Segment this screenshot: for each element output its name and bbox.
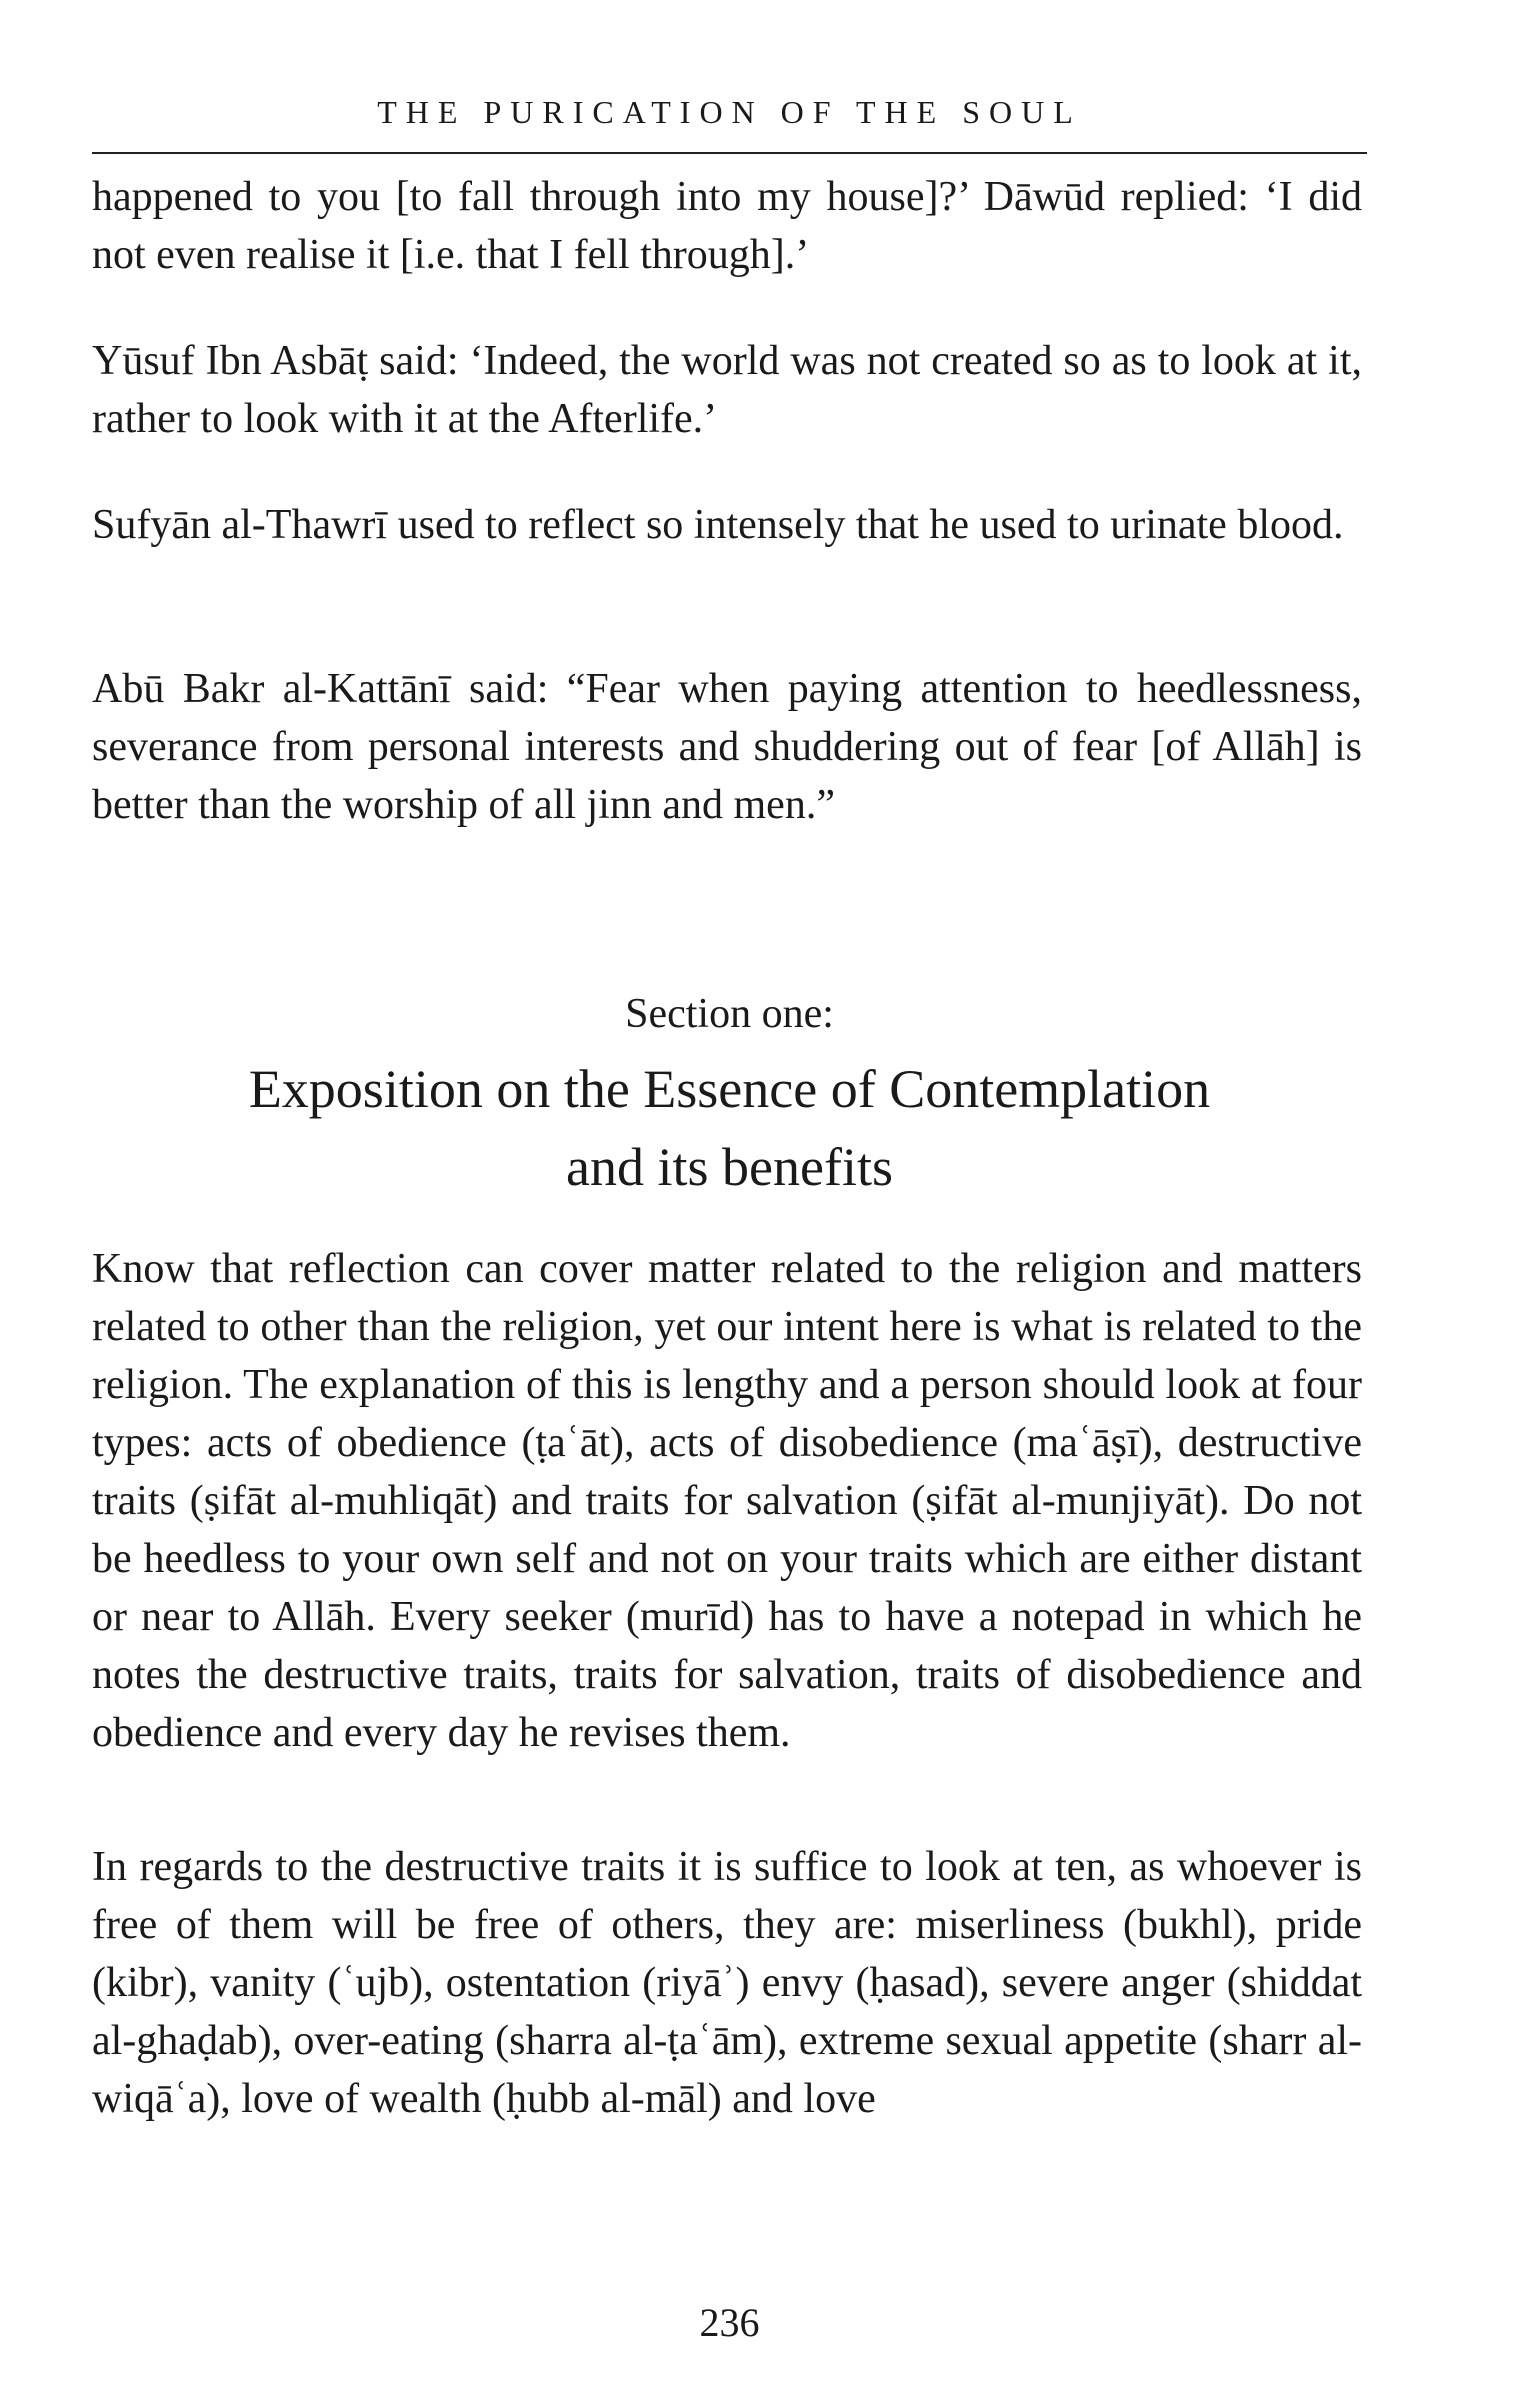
- paragraph-destructive-traits: In regards to the destructive traits it is suffice to look at ten, as whoever is free of them will be free of others, they are: miserliness (bukhl), pride (kibr), vanity (ʿujb), ostentation (riyāʾ) envy (ḥasad), severe anger (shiddat al-ghaḍab), over-eating (sharra al-ṭaʿām), extreme sexual appetite (sharr al-wiqāʿa), love of wealth (ḥubb al-māl) and love: [92, 1844, 1362, 2122]
- section-title-line-1: Exposition on the Essence of Contemplation: [248, 1059, 1211, 1119]
- paragraph-reflection-types: Know that reflection can cover matter related to the religion and matters related to other than the religion, yet our intent here is what is related to the religion. The explanation of this is lengthy and a person should look at four types: acts of obedience (ṭaʿāt), acts of disobedience (maʿāṣī), destructive traits (ṣifāt al-muhliqāt) and traits for salvation (ṣifāt al-munjiyāt). Do not be heedless to your own self and not on your traits which are either distant or near to Allāh. Every seeker (murīd) has to have a notepad in which he notes the destructive traits, traits for salvation, traits of disobedience and obedience and every day he revises them.: [92, 1246, 1362, 1756]
- section-title: [92, 1050, 1367, 1206]
- paragraph-yusuf-ibn-asbat: Yūsuf Ibn Asbāṭ said: ‘Indeed, the world was not created so as to look at it, rather to look with it at the Afterlife.’: [92, 338, 1362, 442]
- paragraph-sufyan-al-thawri: Sufyān al-Thawrī used to reflect so intensely that he used to urinate blood.: [92, 502, 1344, 548]
- header-rule: [92, 152, 1367, 154]
- paragraph-dawud-reply: happened to you [to fall through into my house]?’ Dāwūd replied: ‘I did not even realise it [i.e. that I fell through].’: [92, 174, 1362, 278]
- section-label: Section one:: [625, 991, 834, 1037]
- section-title-line-2: and its benefits: [566, 1137, 893, 1197]
- page-number: 236: [699, 2300, 760, 2345]
- paragraph-abu-bakr-al-kattani: Abū Bakr al-Kattānī said: “Fear when paying attention to heedlessness, severance from personal interests and shuddering out of fear [of Allāh] is better than the worship of all jinn and men.”: [92, 666, 1362, 828]
- running-header: THE PURICATION OF THE SOUL: [377, 94, 1082, 130]
